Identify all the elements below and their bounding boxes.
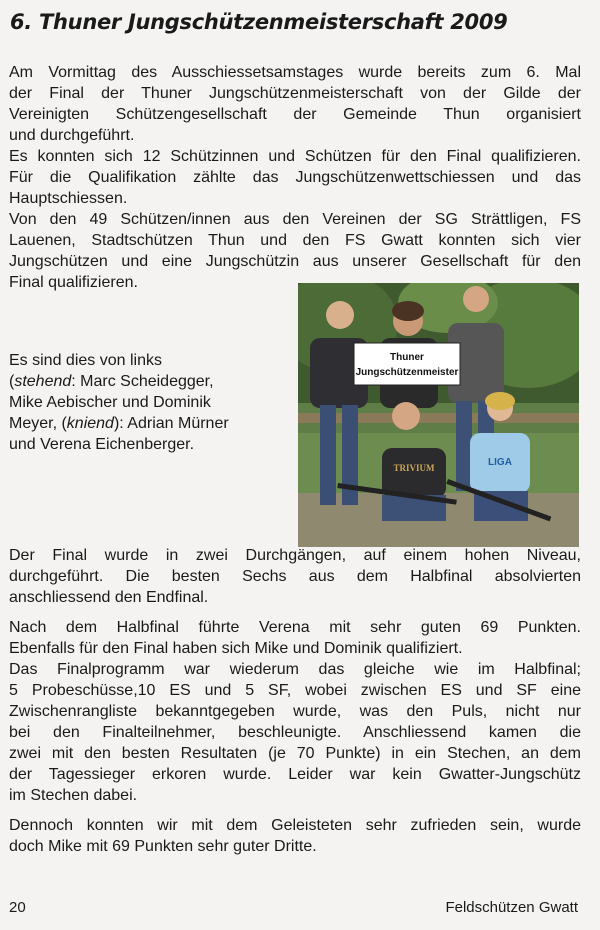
- qualification-paragraph: [9, 146, 581, 209]
- caption-line: Es sind dies von links: [9, 352, 162, 369]
- text-line: Vereinigten Schützengesellschaft der Gemeinde Thun organisiert: [9, 106, 581, 123]
- clubs-paragraph: [9, 209, 581, 293]
- text-line: der Tagessieger erkoren wurde. Leider war kein Gwatter-Jungschütz: [9, 766, 581, 783]
- text-line: zwei mit den besten Resultaten (je 70 Punkte) in ein Stechen, an dem: [9, 745, 581, 762]
- text-line: durchgeführt. Die besten Sechs aus dem Halbfinal absolvierten: [9, 568, 581, 585]
- publisher-name: Feldschützen Gwatt: [445, 899, 578, 916]
- text-line: 5 Probeschüsse,10 ES und 5 SF, wobei zwischen ES und SF eine: [9, 682, 581, 699]
- closing-paragraph: [9, 815, 581, 857]
- photo-illustration: [298, 283, 579, 547]
- final-paragraph: [9, 545, 581, 608]
- text-line: Dennoch konnten wir mit dem Geleisteten sehr zufrieden sein, wurde: [9, 817, 581, 834]
- text-line: Es konnten sich 12 Schützinnen und Schützen für den Final qualifizieren.: [9, 148, 581, 165]
- text-line: Final qualifizieren.: [9, 274, 138, 291]
- text-line: Jungschützen und eine Jungschützin aus unserer Gesellschaft für den: [9, 253, 581, 270]
- caption-stehend: stehend: [14, 373, 72, 390]
- sign-text-1: Thuner: [390, 352, 424, 363]
- caption-line: Mike Aebischer und Dominik: [9, 394, 211, 411]
- text-line: bei den Finalteilnehmer, beschleunigte. Anschliessend kamen die: [9, 724, 581, 741]
- text-line: Am Vormittag des Ausschiessetsamstages wurde bereits zum 6. Mal: [9, 64, 581, 81]
- text-line: im Stechen dabei.: [9, 787, 138, 804]
- shirt-text-1: TRIVIUM: [393, 463, 435, 473]
- program-paragraph: [9, 659, 581, 806]
- group-photo: [298, 283, 579, 547]
- article-title: 6. Thuner Jungschützenmeisterschaft 2009: [10, 10, 508, 34]
- text-line: anschliessend den Endfinal.: [9, 589, 209, 606]
- text-line: Ebenfalls für den Final haben sich Mike und Dominik qualifiziert.: [9, 640, 463, 657]
- semifinal-paragraph: [9, 617, 581, 659]
- text-line: doch Mike mit 69 Punkten sehr guter Dritte.: [9, 838, 317, 855]
- text-line: Lauenen, Stadtschützen Thun und den FS Gwatt konnten sich vier: [9, 232, 581, 249]
- text-line: Zwischenrangliste bekanntgegeben wurde, was den Puls, nicht nur: [9, 703, 581, 720]
- text-line: der Final der Thuner Jungschützenmeisterschaft von der Gilde der: [9, 85, 581, 102]
- caption-kniend: kniend: [66, 415, 114, 432]
- page-number: 20: [9, 899, 26, 916]
- text-line: Für die Qualifikation zählte das Jungschützenwettschiessen und das: [9, 169, 581, 186]
- text-line: Nach dem Halbfinal führte Verena mit sehr guten 69 Punkten.: [9, 619, 581, 636]
- shirt-text-2: LIGA: [488, 457, 512, 468]
- text-line: Von den 49 Schützen/innen aus den Vereinen der SG Strättligen, FS: [9, 211, 581, 228]
- text-line: und durchgeführt.: [9, 127, 135, 144]
- text-line: Der Final wurde in zwei Durchgängen, auf einem hohen Niveau,: [9, 547, 581, 564]
- caption-line: und Verena Eichenberger.: [9, 436, 195, 453]
- photo-caption: [9, 350, 229, 455]
- caption-line: Meyer, (kniend): Adrian Mürner: [9, 415, 229, 432]
- text-line: Das Finalprogramm war wiederum das gleiche wie im Halbfinal;: [9, 661, 581, 678]
- intro-paragraph: [9, 62, 581, 146]
- sign-text-2: Jungschützenmeister: [355, 367, 459, 378]
- caption-line: (stehend: Marc Scheidegger,: [9, 373, 214, 390]
- text-line: Hauptschiessen.: [9, 190, 128, 207]
